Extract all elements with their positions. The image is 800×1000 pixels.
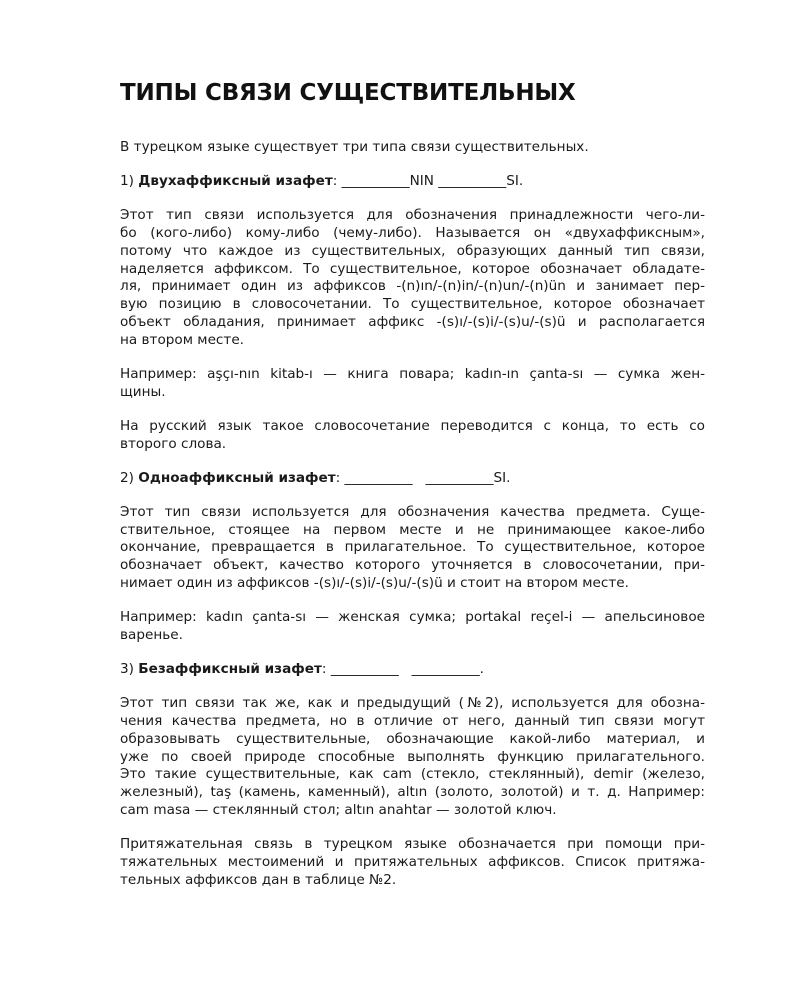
text-line: тяжательных местоимений и притяжательных аффиксов. Список притяжа- [120, 854, 705, 871]
text-line: бо (кого-либо) кому-либо (чему-либо). Называется он «двухаффиксным», [120, 224, 705, 241]
text-line: образовывать существительные, обозначающие какой-либо материал, и [120, 730, 705, 747]
type2-description [120, 504, 705, 594]
text-line: ля, принимает один из аффиксов -(n)ın/-(n)in/-(n)un/-(n)ün и занимает пер- [120, 278, 705, 295]
text-line: ствительное, стоящее на первом месте и не принимающее какое-либо [120, 521, 705, 538]
page-title: ТИПЫ СВЯЗИ СУЩЕСТВИТЕЛЬНЫХ [120, 80, 576, 106]
type2-heading: 2) Одноаффиксный изафет: __________ __________SI. [120, 469, 511, 486]
type2-example [120, 609, 705, 645]
text-line: потому что каждое из существительных, образующих данный тип связи, [120, 242, 705, 259]
type1-example [120, 366, 705, 402]
text-line: cam masa — стеклянный стол; altın anahtar — золотой ключ. [120, 802, 557, 819]
type1-heading: 1) Двухаффиксный изафет: __________NIN __________SI. [120, 172, 524, 189]
translation-note [120, 418, 705, 454]
possessive-note [120, 836, 705, 890]
text-line: варенье. [120, 627, 183, 644]
text-line: объект обладания, принимает аффикс -(s)ı/-(s)i/-(s)u/-(s)ü и располагается [120, 314, 705, 331]
document-page [120, 80, 705, 906]
text-line: железный), taş (камень, каменный), altın (золото, золотой) и т. д. Например: [120, 784, 705, 801]
intro-paragraph: В турецком языке существует три типа связи существительных. [120, 139, 589, 155]
text-line: Этот тип связи используется для обозначения качества предмета. Суще- [120, 503, 705, 520]
text-line: Этот тип связи используется для обозначения принадлежности чего-ли- [120, 206, 705, 223]
text-line: на втором месте. [120, 332, 245, 349]
text-line: второго слова. [120, 435, 227, 452]
text-line: тельных аффиксов дан в таблице №2. [120, 872, 397, 888]
text-line: чения качества предмета, но в отличие от него, данный тип связи могут [120, 712, 705, 729]
text-line: Например: aşçı-nın kitab-ı — книга повара; kadın-ın çanta-sı — сумка жен- [120, 366, 705, 383]
text-line: Этот тип связи так же, как и предыдущий (№2), используется для обозна- [120, 694, 705, 711]
text-line: щины. [120, 383, 166, 400]
text-line: Например: kadın çanta-sı — женская сумка; portakal reçel-i — апельсиновое [120, 609, 705, 626]
text-line: На русский язык такое словосочетание переводится с конца, то есть со [120, 417, 705, 434]
text-line: окончание, превращается в прилагательное. То существительное, которое [120, 539, 705, 556]
type3-description [120, 695, 705, 820]
type1-description [120, 207, 705, 350]
text-line: Это такие существительные, как cam (стекло, стеклянный), demir (железо, [120, 766, 705, 783]
text-line: Притяжательная связь в турецком языке обозначается при помощи при- [120, 836, 705, 853]
text-line: наделяется аффиксом. То существительное, которое обозначает обладате- [120, 260, 705, 277]
text-line: уже по своей природе способные выполнять функцию прилагательного. [120, 748, 705, 765]
type3-heading: 3) Безаффиксный изафет: __________ __________. [120, 660, 484, 677]
text-line: нимает один из аффиксов -(s)ı/-(s)i/-(s)u/-(s)ü и стоит на втором месте. [120, 575, 629, 592]
text-line: вую позицию в словосочетании. То существительное, которое обозначает [120, 296, 705, 313]
text-line: обозначает объект, качество которого уточняется в словосочетании, при- [120, 557, 705, 574]
